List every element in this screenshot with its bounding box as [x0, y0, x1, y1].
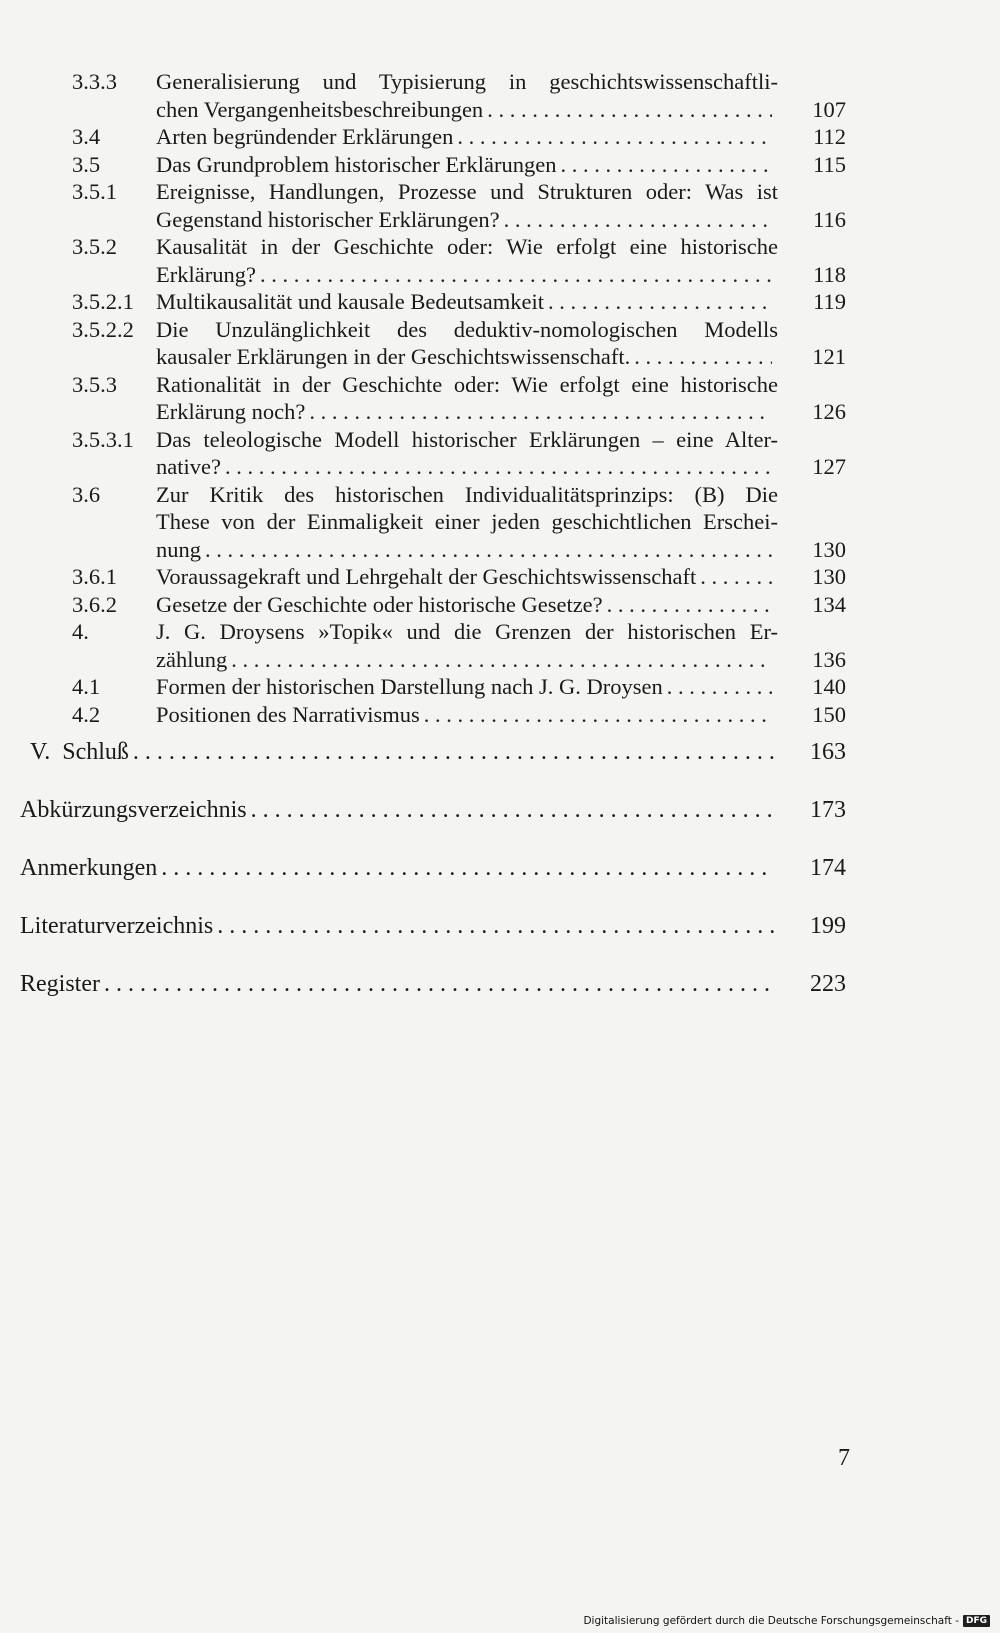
toc-entry-page: 115 — [813, 151, 846, 177]
dot-leader — [487, 96, 772, 124]
toc-entry-page: 118 — [813, 261, 846, 287]
dot-leader — [231, 646, 772, 674]
toc-section-title: Register — [20, 971, 100, 997]
toc-entry-title-line: J. G. Droysens »Topik« und die Grenzen der historischen Er- — [156, 619, 778, 644]
table-of-contents — [0, 68, 1000, 997]
toc-entry-title-line: Das Grundproblem historischer Erklärungen — [156, 151, 557, 177]
dot-leader — [260, 261, 772, 289]
toc-entry — [0, 673, 1000, 701]
toc-entry — [0, 316, 1000, 371]
toc-entry-number: 3.5.2.2 — [72, 316, 134, 342]
toc-entry — [0, 618, 1000, 673]
dot-leader — [251, 795, 774, 825]
toc-entry-number: 3.6.2 — [72, 591, 117, 617]
toc-entry-page: 112 — [813, 124, 846, 149]
toc-entry — [0, 701, 1000, 729]
toc-entry-page: 127 — [812, 454, 846, 479]
dot-leader — [504, 206, 772, 234]
dot-leader — [205, 536, 772, 564]
toc-entry — [0, 371, 1000, 426]
dot-leader — [561, 151, 772, 179]
toc-entry-number: 3.5 — [72, 151, 101, 177]
toc-entry-number: 4.1 — [72, 674, 101, 699]
toc-entry-title-line: Rationalität in der Geschichte oder: Wie erfolgt eine historische — [156, 371, 778, 397]
toc-entry-page: 130 — [812, 564, 846, 589]
toc-entry-page: 136 — [812, 646, 846, 672]
toc-entry-title-line: Positionen des Narrativismus — [156, 701, 420, 727]
toc-entry-page: 130 — [812, 536, 846, 562]
digitization-footer — [583, 1615, 990, 1627]
toc-section-title: Anmerkungen — [20, 855, 158, 881]
toc-entry-title-line: Das teleologische Modell historischer Erklärungen – eine Alter- — [156, 426, 778, 452]
toc-entry-title-line: Die Unzulänglichkeit des deduktiv-nomologischen Modells — [156, 316, 778, 342]
toc-section-title: Literaturverzeichnis — [20, 913, 214, 939]
toc-entry-number: 4. — [72, 619, 89, 644]
toc-entry-title-line: native? — [156, 454, 221, 479]
dot-leader — [607, 591, 772, 619]
toc-entry-number: 3.4 — [72, 124, 101, 149]
toc-entry-number: 3.5.3 — [72, 371, 117, 397]
toc-entry-page: 107 — [812, 96, 846, 122]
toc-entry-title-line: zählung — [156, 646, 228, 672]
dot-leader — [309, 398, 772, 426]
toc-entry — [0, 288, 1000, 316]
dot-leader — [225, 453, 772, 481]
toc-entry-number: 3.3.3 — [72, 69, 117, 94]
toc-entry-title-line: Gegenstand historischer Erklärungen? — [156, 206, 500, 232]
toc-entry — [0, 481, 1000, 564]
toc-entry-title-line: Generalisierung und Typisierung in geschichtswissenschaftli- — [156, 69, 778, 94]
dot-leader — [161, 853, 774, 883]
toc-entry — [0, 151, 1000, 179]
toc-entry-number: 3.5.1 — [72, 179, 117, 204]
toc-entry-title-line: kausaler Erklärungen in der Geschichtswissenschaft. — [156, 344, 631, 369]
toc-entry-title-line: Gesetze der Geschichte oder historische Gesetze? — [156, 591, 603, 617]
dot-leader — [548, 288, 772, 316]
toc-entry-title-line: Erklärung noch? — [156, 399, 306, 424]
toc-entry-title-line: These von der Einmaligkeit einer jeden geschichtlichen Erschei- — [156, 509, 778, 534]
toc-entry-page: 140 — [812, 674, 846, 699]
toc-section-page: 199 — [810, 913, 846, 939]
toc-section-page: 174 — [810, 855, 846, 881]
toc-entry — [0, 426, 1000, 481]
toc-entry-page: 116 — [813, 206, 846, 232]
dot-leader — [700, 563, 772, 591]
toc-entry-number: 3.5.2 — [72, 234, 117, 259]
toc-section-page: 173 — [810, 797, 846, 823]
toc-entry — [0, 591, 1000, 619]
toc-entry-number: 3.6 — [72, 481, 101, 507]
toc-entry — [0, 233, 1000, 288]
toc-entry-title-line: Multikausalität und kausale Bedeutsamkeit — [156, 289, 545, 314]
toc-entry-title-line: Voraussagekraft und Lehrgehalt der Geschichtswissenschaft — [156, 564, 697, 589]
toc-entry-title-line: Arten begründender Erklärungen — [156, 124, 454, 149]
toc-entry-title-line: Erklärung? — [156, 261, 256, 287]
toc-entry-page: 126 — [812, 399, 846, 424]
toc-entry-number: 4.2 — [72, 701, 101, 727]
toc-section-title: Abkürzungsverzeichnis — [20, 797, 247, 823]
toc-entry — [0, 178, 1000, 233]
footer-text: Digitalisierung gefördert durch die Deutsche Forschungsgemeinschaft - — [583, 1615, 959, 1627]
toc-entry-title-line: Ereignisse, Handlungen, Prozesse und Strukturen oder: Was ist — [156, 179, 778, 204]
toc-entry-number: 3.6.1 — [72, 564, 117, 589]
toc-entry-number: 3.5.2.1 — [72, 289, 134, 314]
dot-leader — [424, 701, 772, 729]
page-number: 7 — [838, 1445, 850, 1471]
toc-section-page: 163 — [810, 739, 846, 765]
toc-entry-page: 150 — [812, 701, 846, 727]
dot-leader — [667, 673, 772, 701]
dot-leader — [133, 737, 774, 767]
toc-entry-number: 3.5.3.1 — [72, 426, 134, 452]
toc-entry-title-line: Formen der historischen Darstellung nach J. G. Droysen — [156, 674, 663, 699]
toc-entry — [0, 68, 1000, 123]
toc-entry-title-line: Kausalität in der Geschichte oder: Wie erfolgt eine historische — [156, 234, 778, 259]
toc-entry-title-line: nung — [156, 536, 201, 562]
toc-entry-title-line: Zur Kritik des historischen Individualitätsprinzips: (B) Die — [156, 481, 778, 507]
toc-entry — [0, 123, 1000, 151]
toc-section-title: V. Schluß — [30, 739, 129, 765]
toc-section-page: 223 — [810, 971, 846, 997]
dot-leader — [634, 343, 772, 371]
toc-entry-page: 134 — [812, 591, 846, 617]
dot-leader — [457, 123, 772, 151]
toc-entry-title-line: chen Vergangenheitsbeschreibungen — [156, 96, 484, 122]
toc-entry-page: 121 — [812, 344, 846, 369]
dot-leader — [104, 969, 774, 999]
toc-entry-page: 119 — [813, 289, 846, 314]
dfg-logo: DFG — [963, 1615, 990, 1627]
dot-leader — [217, 911, 774, 941]
toc-entry — [0, 563, 1000, 591]
